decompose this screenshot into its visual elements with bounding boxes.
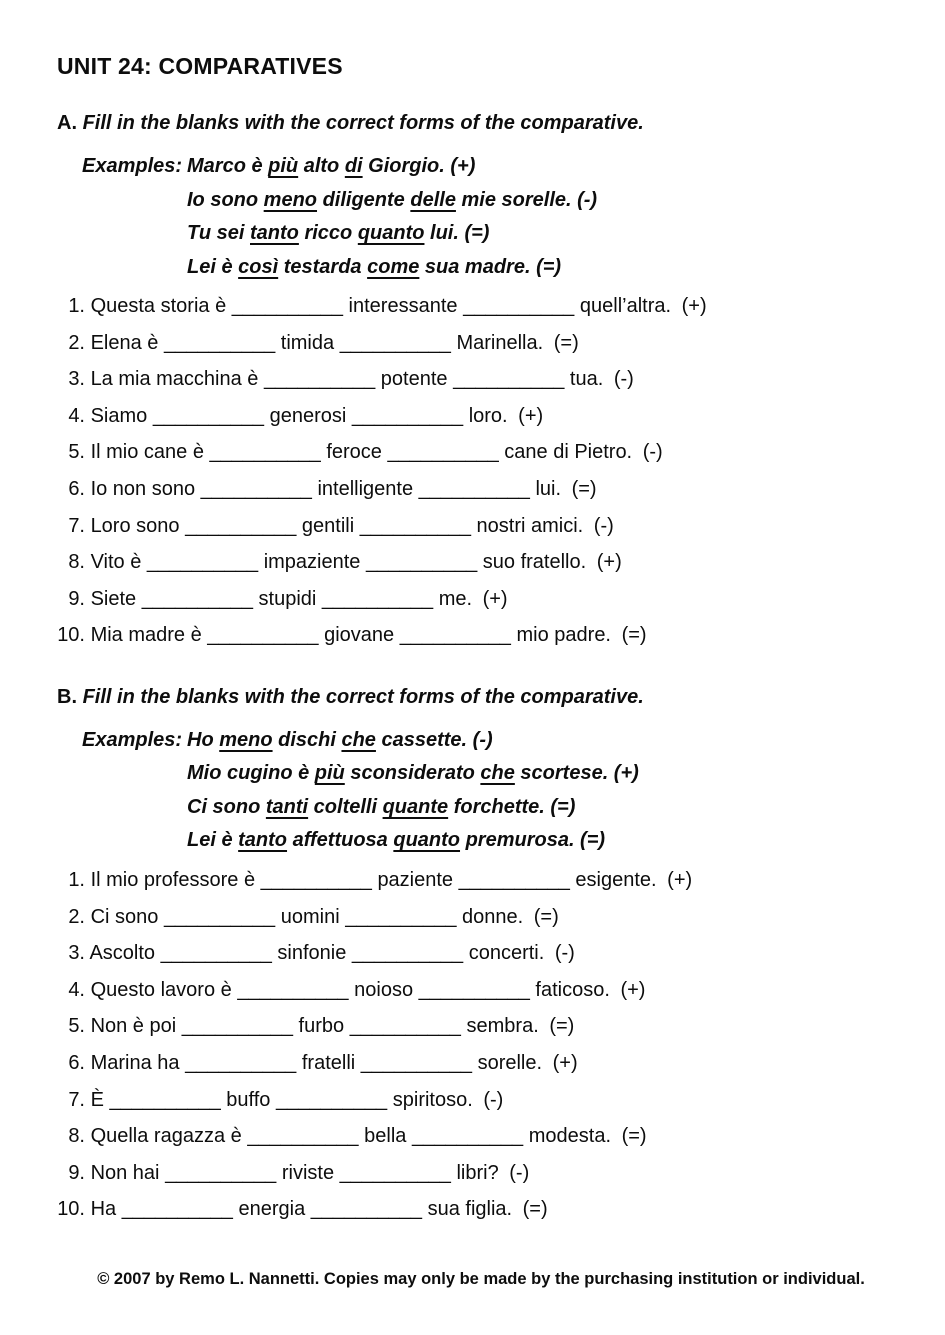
example-text: mie sorelle. (-) [455,188,598,211]
item-text-middle: stupidi [258,587,317,610]
answer-blank: __________ [387,441,499,464]
example-text: forchette. (=) [448,795,576,818]
exercise-item [57,581,905,618]
item-text-after: Marinella. [456,331,544,354]
exercise-item [57,471,905,508]
exercise-item [57,325,905,362]
item-text-after: faticoso. [535,978,610,1001]
item-text-before: Quella ragazza è [90,1125,242,1148]
comparison-marker: (+) [596,551,622,574]
answer-blank: __________ [339,1161,451,1184]
item-number: 5. [68,441,85,464]
underlined-word: tanto [250,222,299,244]
answer-blank: __________ [458,868,570,891]
exercise-item [57,398,905,435]
exercise-item [57,1008,905,1045]
answer-blank: __________ [411,1125,524,1148]
answer-blank: __________ [463,295,575,317]
item-text-middle: riviste [281,1161,335,1184]
example-sentence [187,824,905,858]
item-text-middle: energia [238,1198,306,1221]
comparison-marker: (=) [533,905,559,928]
example-text: coltelli [308,795,383,818]
item-text-after: me. [438,587,473,610]
item-text-middle: timida [280,331,335,354]
answer-blank: __________ [351,404,464,427]
answer-blank: __________ [321,587,434,610]
item-number: 6. [68,1051,85,1074]
item-text-before: Il mio professore è [90,868,256,891]
item-text-before: Ci sono [90,905,159,928]
exercise-section [57,110,905,654]
underlined-word: più [314,762,345,785]
example-sentence [187,251,905,285]
answer-blank: __________ [163,331,276,354]
item-text-after: loro. [468,404,508,427]
example-lines [187,724,905,858]
comparison-marker: (+) [667,868,693,891]
answer-blank: __________ [165,1161,277,1184]
answer-blank: __________ [345,905,457,928]
item-text-after: spiritoso. [392,1088,473,1111]
page-title: UNIT 24: COMPARATIVES [57,53,343,79]
item-text-before: Ha [90,1198,117,1221]
examples-label: Examples: [82,155,183,177]
answer-blank: __________ [359,514,471,537]
items-list [57,288,905,654]
item-number: 7. [68,1088,85,1111]
answer-blank: __________ [160,942,272,965]
item-text-after: sorelle. [477,1051,543,1074]
section-header [57,684,905,710]
item-text-after: suo fratello. [482,551,587,574]
item-text-before: Siete [90,587,137,610]
example-sentence [187,184,905,218]
answer-blank: __________ [418,477,530,500]
item-text-before: Questo lavoro è [90,978,232,1001]
answer-blank: __________ [418,978,530,1001]
example-sentence [187,724,905,758]
item-text-before: Vito è [90,551,142,574]
item-number: 7. [68,514,85,537]
item-number: 2. [68,905,85,928]
item-text-before: Questa storia è [90,295,227,317]
item-text-middle: feroce [326,441,382,464]
item-text-middle: interessante [348,295,458,317]
item-text-before: Loro sono [90,514,180,537]
exercise-item [57,1082,905,1119]
answer-blank: __________ [185,514,297,537]
item-text-before: Io non sono [90,477,196,500]
item-text-middle: gentili [301,514,355,537]
section-label: A. [57,112,77,134]
sections-container [57,110,905,1228]
item-text-after: concerti. [468,942,545,965]
item-text-middle: intelligente [317,477,414,500]
answer-blank: __________ [231,295,343,317]
items-list [57,862,905,1228]
item-number: 10. [57,1198,85,1221]
answer-blank: __________ [209,441,321,464]
underlined-word: delle [410,188,456,211]
answer-blank: __________ [207,624,319,647]
answer-blank: __________ [365,551,478,574]
example-text: Marco è [187,155,269,177]
exercise-item [57,972,905,1009]
comparison-marker: (-) [593,514,614,537]
exercise-item [57,544,905,581]
example-text: Tu sei [187,222,250,244]
section-label: B. [57,685,77,708]
example-text: dischi [272,728,342,751]
comparison-marker: (=) [553,331,579,354]
example-text: cassette. (-) [375,728,493,751]
item-text-middle: furbo [298,1015,345,1038]
comparison-marker: (=) [621,624,647,647]
example-text: Mio cugino è [187,762,315,785]
item-text-before: Marina ha [90,1051,180,1074]
answer-blank: __________ [360,1051,473,1074]
underlined-word: quanto [393,829,461,852]
item-text-after: mio padre. [516,624,611,647]
example-text: scortese. (+) [514,762,639,785]
item-number: 4. [68,978,85,1001]
item-text-after: nostri amici. [476,514,584,537]
exercise-item [57,1191,905,1228]
exercise-item [57,1045,905,1082]
item-text-after: sua figlia. [427,1198,513,1221]
example-text: Lei è [187,829,239,852]
underlined-word: più [268,155,299,177]
answer-blank: __________ [351,942,464,965]
item-number: 8. [68,551,85,574]
underlined-word: come [367,255,420,278]
example-text: ricco [298,222,358,244]
underlined-word: quante [382,795,449,818]
example-text: sconsiderato [344,762,481,785]
section-instruction: Fill in the blanks with the correct forms of the comparative. [82,112,644,134]
item-text-middle: fratelli [301,1051,356,1074]
example-text: Ci sono [187,795,266,818]
item-text-middle: bella [364,1125,407,1148]
exercise-item [57,1155,905,1192]
answer-blank: __________ [349,1015,461,1038]
item-text-before: Il mio cane è [90,441,204,464]
answer-blank: __________ [453,368,565,391]
exercise-section [57,684,905,1228]
item-text-middle: potente [380,368,448,391]
comparison-marker: (-) [509,1161,530,1184]
underlined-word: che [341,728,376,751]
section-instruction: Fill in the blanks with the correct forms of the comparative. [82,685,644,708]
item-text-middle: sinfonie [277,942,347,965]
copyright-footer: © 2007 by Remo L. Nannetti. Copies may only be made by the purchasing institution or individual. [97,1269,865,1288]
item-number: 1. [68,868,85,891]
exercise-item [57,434,905,471]
answer-blank: __________ [185,1051,297,1074]
exercise-item [57,361,905,398]
example-text: sua madre. (=) [419,255,562,278]
example-text: diligente [317,188,411,211]
item-text-middle: noioso [354,978,414,1001]
answer-blank: __________ [181,1015,293,1038]
item-text-middle: buffo [226,1088,271,1111]
item-text-after: esigente. [575,868,657,891]
underlined-word: tanto [238,829,288,852]
item-number: 3. [68,368,85,391]
item-number: 3. [68,942,85,965]
exercise-item [57,1118,905,1155]
example-sentence [187,150,905,184]
example-text: Ho [187,728,220,751]
answer-blank: __________ [260,868,372,891]
underlined-word: quanto [357,222,425,244]
underlined-word: meno [263,188,318,211]
item-text-after: modesta. [528,1125,612,1148]
item-text-before: Mia madre è [90,624,202,647]
comparison-marker: (+) [518,404,544,427]
item-text-middle: uomini [280,905,340,928]
comparison-marker: (=) [522,1198,548,1221]
example-text: testarda [278,255,368,278]
item-number: 10. [57,624,85,647]
item-number: 2. [68,331,85,354]
item-number: 6. [68,477,85,500]
item-text-after: sembra. [466,1015,539,1038]
answer-blank: __________ [275,1088,388,1111]
underlined-word: così [238,255,279,278]
item-number: 8. [68,1125,85,1148]
underlined-word: che [480,762,515,785]
example-sentence [187,791,905,825]
comparison-marker: (-) [554,942,575,965]
exercise-item [57,617,905,654]
item-text-after: quell’altra. [579,295,672,317]
comparison-marker: (-) [642,441,663,464]
example-text: Io sono [187,188,264,211]
answer-blank: __________ [200,477,312,500]
item-text-middle: impaziente [263,551,361,574]
answer-blank: __________ [141,587,253,610]
item-text-middle: generosi [269,404,347,427]
answer-blank: __________ [399,624,511,647]
answer-blank: __________ [109,1088,221,1111]
example-text: Giorgio. (+) [362,155,476,177]
item-text-after: tua. [569,368,604,391]
item-text-middle: paziente [377,868,454,891]
item-number: 1. [68,295,85,317]
answer-blank: __________ [339,331,451,354]
comparison-marker: (+) [620,978,646,1001]
answer-blank: __________ [237,978,349,1001]
item-text-before: La mia macchina è [90,368,259,391]
item-text-before: Non è poi [90,1015,177,1038]
item-text-after: cane di Pietro. [504,441,633,464]
comparison-marker: (-) [483,1088,504,1111]
underlined-word: tanti [265,795,309,818]
example-text: premurosa. (=) [460,829,606,852]
item-text-before: Ascolto [89,942,156,965]
exercise-item [57,935,905,972]
item-text-before: È [90,1088,104,1111]
exercise-item [57,508,905,545]
item-number: 9. [68,1161,85,1184]
examples-block [57,150,905,284]
item-text-before: Siamo [90,404,148,427]
answer-blank: __________ [247,1125,359,1148]
comparison-marker: (+) [482,587,508,610]
comparison-marker: (+) [552,1051,578,1074]
comparison-marker: (=) [621,1125,647,1148]
example-text: Lei è [187,255,239,278]
examples-label: Examples: [82,728,183,751]
example-lines [187,150,905,284]
answer-blank: __________ [121,1198,233,1221]
example-text: lui. (=) [424,222,490,244]
item-number: 5. [68,1015,85,1038]
answer-blank: __________ [152,404,265,427]
answer-blank: __________ [163,905,276,928]
example-sentence [187,217,905,251]
answer-blank: __________ [146,551,259,574]
examples-block [57,724,905,858]
answer-blank: __________ [264,368,376,391]
exercise-item [57,899,905,936]
item-number: 9. [68,587,85,610]
example-text: affettuosa [287,829,394,852]
item-text-before: Elena è [90,331,159,354]
example-text: alto [298,155,345,177]
comparison-marker: (+) [681,295,707,317]
underlined-word: di [344,155,363,177]
item-text-after: libri? [456,1161,499,1184]
comparison-marker: (=) [571,477,597,500]
item-text-before: Non hai [90,1161,160,1184]
item-text-after: donne. [462,905,524,928]
item-number: 4. [68,404,85,427]
section-header [57,110,905,136]
comparison-marker: (=) [549,1015,575,1038]
example-sentence [187,757,905,791]
underlined-word: meno [219,728,273,751]
item-text-after: lui. [535,477,562,500]
comparison-marker: (-) [613,368,634,391]
answer-blank: __________ [310,1198,423,1221]
exercise-item [57,288,905,325]
item-text-middle: giovane [324,624,395,647]
exercise-item [57,862,905,899]
